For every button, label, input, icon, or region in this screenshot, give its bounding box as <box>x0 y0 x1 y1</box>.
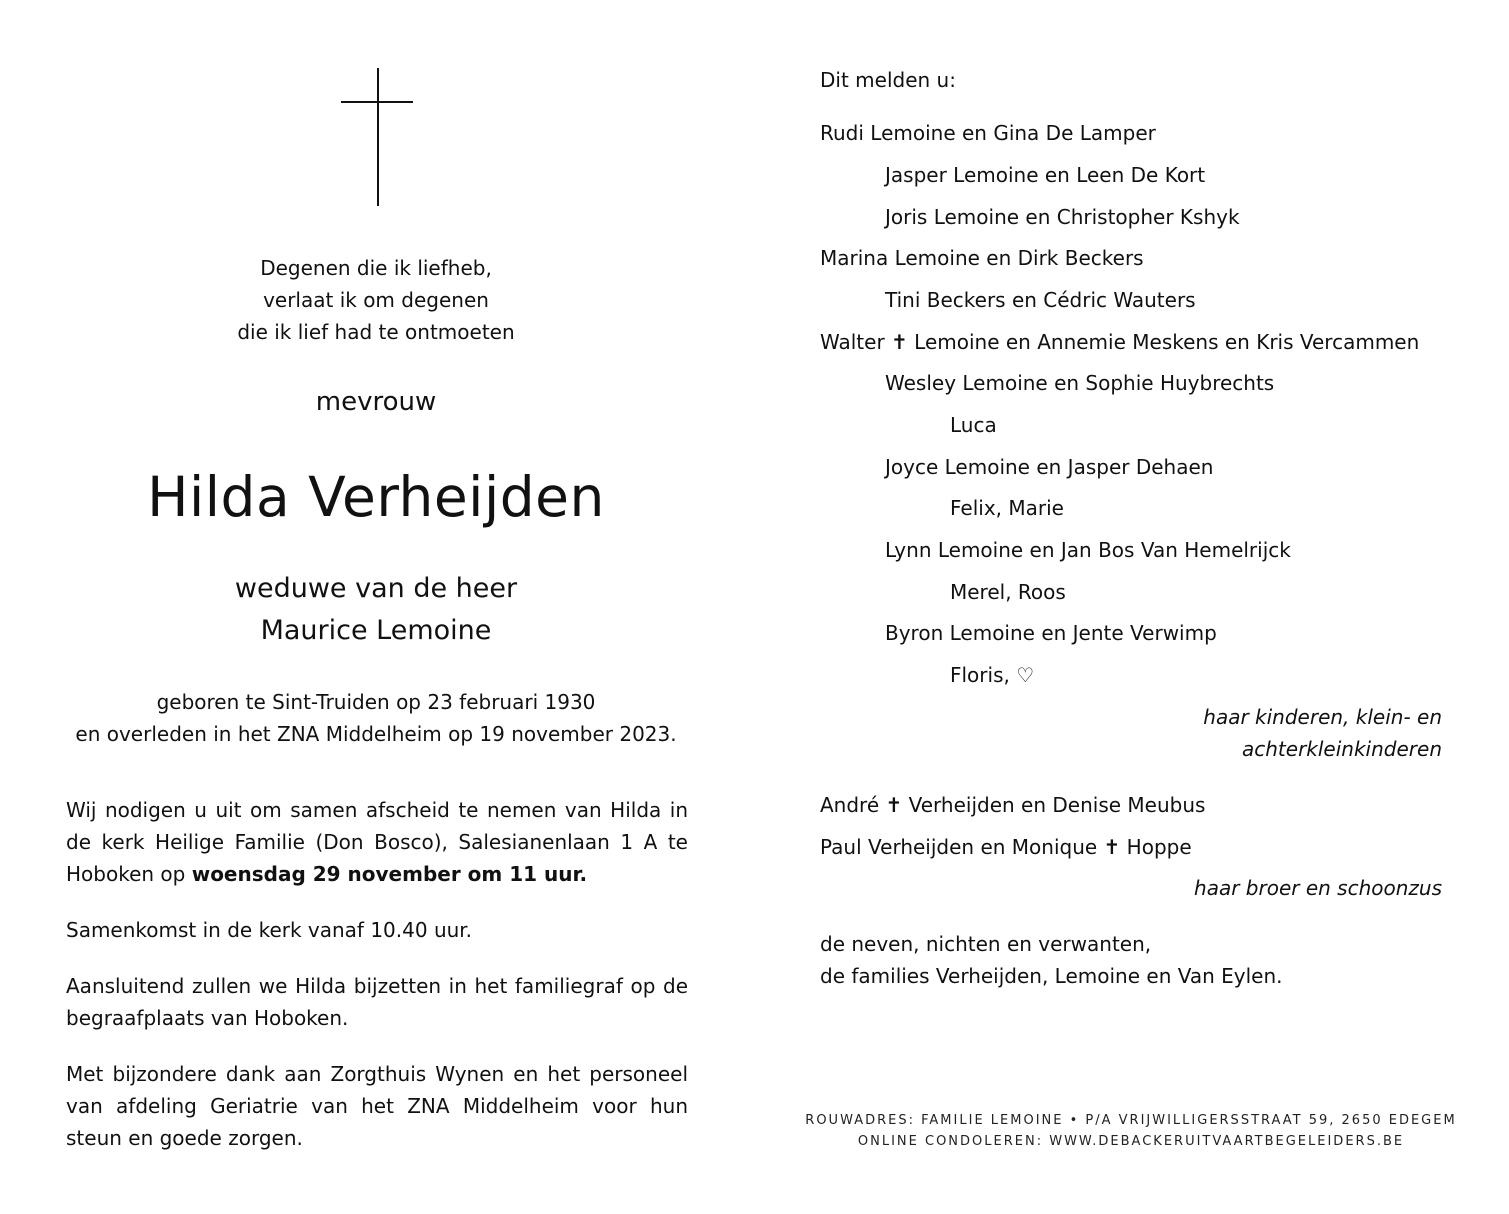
family-line: Joyce Lemoine en Jasper Dehaen <box>885 455 1214 479</box>
family-line: Lynn Lemoine en Jan Bos Van Hemelrijck <box>885 538 1291 562</box>
family-name-part: Verheijden en Denise Meubus <box>908 793 1206 817</box>
death-line: en overleden in het ZNA Middelheim op 19 november 2023. <box>75 722 677 746</box>
relatives-line: de families Verheijden, Lemoine en Van Eylen. <box>820 964 1283 988</box>
widow-line: weduwe van de heer <box>234 573 518 604</box>
family-line: Marina Lemoine en Dirk Beckers <box>820 246 1144 270</box>
invitation-op: op <box>160 862 186 886</box>
family-line <box>820 326 1419 358</box>
family-line: Felix, Marie <box>950 496 1064 520</box>
relation-line: haar kinderen, klein- en <box>1203 705 1442 729</box>
mourning-address: ROUWADRES: FAMILIE LEMOINE • P/A VRIJWILLIGERSSTRAAT 59, 2650 EDEGEM <box>805 1113 1457 1128</box>
family-line: Merel, Roos <box>950 580 1066 604</box>
dagger-icon: ✝ <box>885 793 903 817</box>
thanks-paragraph: Met bijzondere dank aan Zorgthuis Wynen en het personeel van afdeling Geriatrie van het ZNA Middelheim voor hun steun en goede zorgen. <box>66 1062 688 1150</box>
invitation-text: Wij nodigen u uit om samen afscheid te nemen van Hilda in de kerk Heilige Familie (Don Bosco), Salesianenlaan 1 A te Hoboken <box>66 798 688 886</box>
family-line: Luca <box>950 413 997 437</box>
relatives-line: de neven, nichten en verwanten, <box>820 932 1152 956</box>
deceased-name: Hilda Verheijden <box>147 465 605 529</box>
family-line <box>820 789 1205 821</box>
spouse-name: Maurice Lemoine <box>260 615 492 646</box>
invitation-paragraph <box>66 794 688 890</box>
family-name-part: Paul Verheijden en Monique <box>820 835 1098 859</box>
family-line: Rudi Lemoine en Gina De Lamper <box>820 121 1156 145</box>
widow-of <box>40 568 712 652</box>
family-line: Joris Lemoine en Christopher Kshyk <box>885 205 1240 229</box>
dagger-icon: ✝ <box>1103 835 1121 859</box>
poem-line: Degenen die ik liefheb, <box>260 256 492 280</box>
family-line: Jasper Lemoine en Leen De Kort <box>885 163 1206 187</box>
burial-paragraph: Aansluitend zullen we Hilda bijzetten in het familiegraf op de begraafplaats van Hoboken. <box>66 974 688 1030</box>
family-name-part: Walter <box>820 330 885 354</box>
honorific: mevrouw <box>315 387 437 417</box>
dagger-icon: ✝ <box>891 330 908 354</box>
family-line: Wesley Lemoine en Sophie Huybrechts <box>885 371 1275 395</box>
ceremony-datetime: woensdag 29 november om 11 uur. <box>191 862 588 886</box>
condolence-website: ONLINE CONDOLEREN: WWW.DEBACKERUITVAARTBEGELEIDERS.BE <box>857 1134 1405 1149</box>
announcement-intro: Dit melden u: <box>820 68 956 92</box>
birth-line: geboren te Sint-Truiden op 23 februari 1930 <box>156 690 596 714</box>
cross-icon <box>341 68 413 206</box>
footer-address <box>790 1110 1472 1152</box>
poem <box>40 252 712 348</box>
family-name-part: Lemoine en Annemie Meskens en Kris Vercammen <box>914 330 1420 354</box>
relation-caption <box>1203 701 1442 765</box>
family-line: Tini Beckers en Cédric Wauters <box>885 288 1196 312</box>
family-name-part: André <box>820 793 880 817</box>
poem-line: die ik lief had te ontmoeten <box>237 320 515 344</box>
relation-caption: haar broer en schoonzus <box>1194 876 1442 900</box>
family-line <box>820 831 1192 863</box>
life-dates <box>40 686 712 750</box>
gathering-paragraph: Samenkomst in de kerk vanaf 10.40 uur. <box>66 918 473 942</box>
family-line: Floris, ♡ <box>950 663 1035 687</box>
poem-line: verlaat ik om degenen <box>263 288 489 312</box>
family-line: Byron Lemoine en Jente Verwimp <box>885 621 1217 645</box>
relation-line: achterkleinkinderen <box>1242 737 1442 761</box>
family-name-part: Hoppe <box>1126 835 1192 859</box>
